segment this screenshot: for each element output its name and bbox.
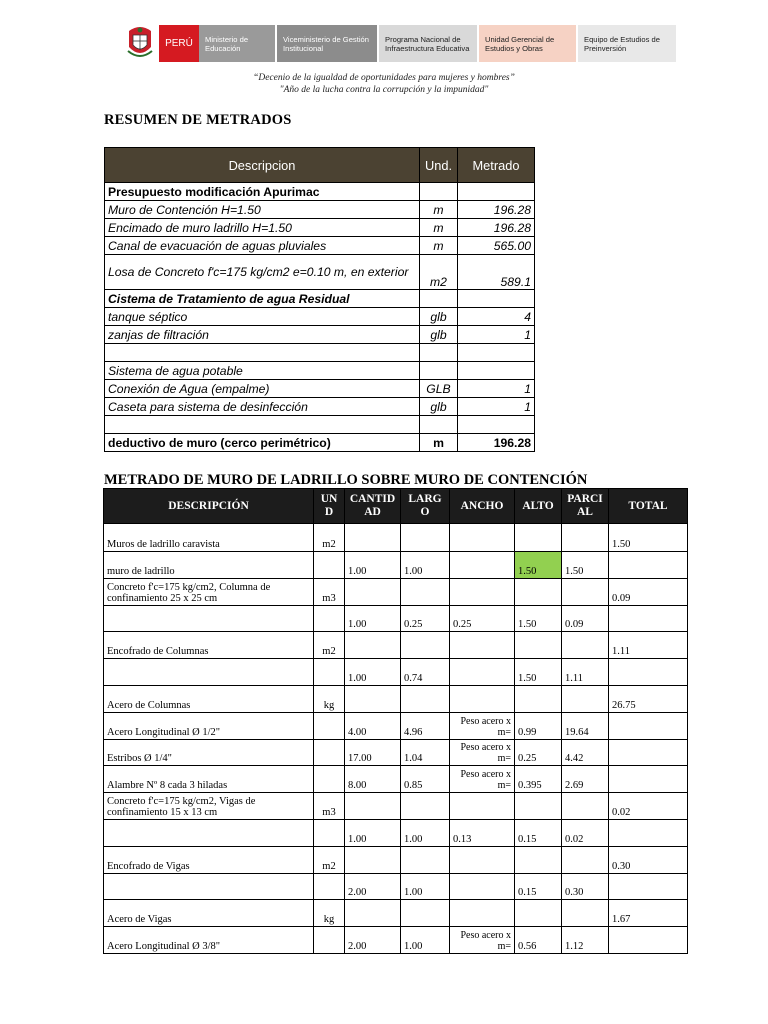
metrado-parcial-cell: 0.09 xyxy=(562,605,609,632)
coat-of-arms-icon xyxy=(125,25,155,62)
metrado-largo-cell xyxy=(401,846,450,873)
metrado-total-cell xyxy=(609,819,688,846)
metrado-largo-cell xyxy=(401,524,450,552)
header-block-unidad: Unidad Gerencial de Estudios y Obras xyxy=(479,25,576,62)
metrado-alto-cell xyxy=(515,846,562,873)
metrado-cantidad-cell xyxy=(345,793,401,820)
resumen-metrado-cell: 196.28 xyxy=(458,434,535,452)
resumen-metrado-cell xyxy=(458,416,535,434)
metrado-parcial-cell: 2.69 xyxy=(562,766,609,793)
metrado-total-cell xyxy=(609,927,688,954)
metrado-total-cell: 1.11 xyxy=(609,632,688,659)
metrado-row xyxy=(104,632,688,659)
metrado-parcial-cell xyxy=(562,685,609,712)
metrado-desc-cell: Concreto f'c=175 kg/cm2, Columna de confinamiento 25 x 25 cm xyxy=(104,578,314,605)
resumen-und-cell: m xyxy=(420,237,458,255)
metrado-alto-cell: 1.50 xyxy=(515,659,562,686)
metrado-und-cell: m3 xyxy=(314,578,345,605)
resumen-row xyxy=(105,326,535,344)
header-descripcion: Descripcion xyxy=(105,148,420,183)
institution-header xyxy=(125,25,676,62)
resumen-row xyxy=(105,201,535,219)
metrado-ancho-cell xyxy=(450,632,515,659)
metrado-largo-cell: 4.96 xyxy=(401,712,450,739)
metrado-desc-cell: Encofrado de Columnas xyxy=(104,632,314,659)
metrado-total-cell: 26.75 xyxy=(609,685,688,712)
metrado-ancho-cell: 0.25 xyxy=(450,605,515,632)
metrado-und-cell xyxy=(314,739,345,766)
metrado-total-cell xyxy=(609,605,688,632)
metrado-cantidad-cell: 4.00 xyxy=(345,712,401,739)
metrado-total-cell: 0.02 xyxy=(609,793,688,820)
metrado-total-cell: 0.09 xyxy=(609,578,688,605)
metrado-und-cell xyxy=(314,819,345,846)
metrado-cantidad-cell xyxy=(345,685,401,712)
metrado-alto-cell: 0.15 xyxy=(515,873,562,900)
resumen-desc-cell: Sistema de agua potable xyxy=(105,362,420,380)
metrado-desc-cell: Acero Longitudinal Ø 1/2" xyxy=(104,712,314,739)
resumen-row xyxy=(105,308,535,326)
metrado-parcial-cell: 1.11 xyxy=(562,659,609,686)
metrado-cantidad-cell xyxy=(345,900,401,927)
metrado-largo-cell: 1.04 xyxy=(401,739,450,766)
metrado-row xyxy=(104,873,688,900)
metrado-total-cell xyxy=(609,766,688,793)
metrado-ancho-cell: Peso acero x m= xyxy=(450,712,515,739)
metrado-total-cell xyxy=(609,739,688,766)
metrado-alto-cell xyxy=(515,632,562,659)
metrado-largo-cell: 0.74 xyxy=(401,659,450,686)
metrado-largo-cell xyxy=(401,900,450,927)
resumen-row xyxy=(105,344,535,362)
metrado-parcial-cell: 19.64 xyxy=(562,712,609,739)
metrado-alto-cell: 0.99 xyxy=(515,712,562,739)
metrado-alto-cell: 1.50 xyxy=(515,552,562,579)
mottos xyxy=(0,72,768,96)
resumen-desc-cell: Conexión de Agua (empalme) xyxy=(105,380,420,398)
metrado-ancho-cell: Peso acero x m= xyxy=(450,927,515,954)
resumen-und-cell: m xyxy=(420,219,458,237)
resumen-metrado-cell: 1 xyxy=(458,326,535,344)
metrado-row xyxy=(104,766,688,793)
metrado-cantidad-cell xyxy=(345,524,401,552)
metrado-und-cell: m2 xyxy=(314,632,345,659)
header-ancho: ANCHO xyxy=(450,489,515,524)
metrado-desc-cell: Muros de ladrillo caravista xyxy=(104,524,314,552)
metrado-alto-cell xyxy=(515,900,562,927)
resumen-row xyxy=(105,398,535,416)
resumen-und-cell xyxy=(420,416,458,434)
metrado-und-cell: kg xyxy=(314,685,345,712)
resumen-metrado-cell xyxy=(458,183,535,201)
metrado-largo-cell: 0.85 xyxy=(401,766,450,793)
resumen-row xyxy=(105,416,535,434)
metrado-total-cell: 1.67 xyxy=(609,900,688,927)
header-metrado: Metrado xyxy=(458,148,535,183)
metrado-total-cell: 0.30 xyxy=(609,846,688,873)
metrado-ancho-cell xyxy=(450,552,515,579)
metrado-und-cell: m3 xyxy=(314,793,345,820)
header-parcial: PARCI AL xyxy=(562,489,609,524)
resumen-table xyxy=(104,147,535,452)
resumen-desc-cell: Muro de Contención H=1.50 xyxy=(105,201,420,219)
metrado-cantidad-cell: 2.00 xyxy=(345,927,401,954)
metrado-largo-cell: 1.00 xyxy=(401,873,450,900)
metrado-total-cell xyxy=(609,873,688,900)
resumen-desc-cell: Presupuesto modificación Apurimac xyxy=(105,183,420,201)
resumen-desc-cell: Canal de evacuación de aguas pluviales xyxy=(105,237,420,255)
resumen-desc-cell: deductivo de muro (cerco perimétrico) xyxy=(105,434,420,452)
metrado-parcial-cell: 4.42 xyxy=(562,739,609,766)
resumen-und-cell: m xyxy=(420,434,458,452)
metrado-ancho-cell xyxy=(450,873,515,900)
metrado-total-cell xyxy=(609,712,688,739)
metrado-und-cell xyxy=(314,659,345,686)
metrado-desc-cell: Concreto f'c=175 kg/cm2, Vigas de confinamiento 15 x 13 cm xyxy=(104,793,314,820)
metrado-alto-cell: 0.56 xyxy=(515,927,562,954)
header-unidad: UN D xyxy=(314,489,345,524)
resumen-metrado-cell: 589.1 xyxy=(458,255,535,290)
metrado-desc-cell: Estribos Ø 1/4" xyxy=(104,739,314,766)
resumen-row xyxy=(105,255,535,290)
metrado-und-cell: m2 xyxy=(314,846,345,873)
resumen-desc-cell: Losa de Concreto f'c=175 kg/cm2 e=0.10 m, en exterior xyxy=(105,255,420,290)
resumen-und-cell: m2 xyxy=(420,255,458,290)
metrado-row xyxy=(104,659,688,686)
metrado-ancho-cell xyxy=(450,685,515,712)
metrado-row xyxy=(104,819,688,846)
metrado-largo-cell xyxy=(401,578,450,605)
metrado-parcial-cell: 0.30 xyxy=(562,873,609,900)
metrado-ancho-cell: Peso acero x m= xyxy=(450,766,515,793)
metrado-cantidad-cell: 1.00 xyxy=(345,819,401,846)
metrado-parcial-cell: 1.50 xyxy=(562,552,609,579)
metrado-row xyxy=(104,578,688,605)
metrado-parcial-cell: 0.02 xyxy=(562,819,609,846)
metrado-cantidad-cell xyxy=(345,632,401,659)
metrado-und-cell xyxy=(314,927,345,954)
metrado-desc-cell xyxy=(104,873,314,900)
motto-decenio: “Decenio de la igualdad de oportunidades para mujeres y hombres” xyxy=(253,73,515,83)
resumen-metrado-cell xyxy=(458,362,535,380)
resumen-und-cell xyxy=(420,362,458,380)
metrado-ancho-cell xyxy=(450,659,515,686)
metrado-alto-cell xyxy=(515,578,562,605)
metrado-row xyxy=(104,524,688,552)
metrado-largo-cell: 1.00 xyxy=(401,927,450,954)
resumen-metrado-cell: 1 xyxy=(458,398,535,416)
metrado-row xyxy=(104,846,688,873)
header-largo: LARG O xyxy=(401,489,450,524)
metrado-und-cell xyxy=(314,552,345,579)
resumen-metrado-cell: 196.28 xyxy=(458,219,535,237)
resumen-row xyxy=(105,434,535,452)
resumen-und-cell: glb xyxy=(420,326,458,344)
resumen-metrado-cell xyxy=(458,290,535,308)
metrado-cantidad-cell: 2.00 xyxy=(345,873,401,900)
metrado-desc-cell: Alambre Nº 8 cada 3 hiladas xyxy=(104,766,314,793)
header-cantidad: CANTID AD xyxy=(345,489,401,524)
metrado-ancho-cell xyxy=(450,846,515,873)
metrado-und-cell xyxy=(314,605,345,632)
metrado-row xyxy=(104,900,688,927)
resumen-desc-cell: Cistema de Tratamiento de agua Residual xyxy=(105,290,420,308)
metrado-cantidad-cell xyxy=(345,846,401,873)
metrado-cantidad-cell: 1.00 xyxy=(345,659,401,686)
resumen-und-cell: GLB xyxy=(420,380,458,398)
metrado-row xyxy=(104,712,688,739)
metrado-und-cell: m2 xyxy=(314,524,345,552)
metrado-largo-cell: 1.00 xyxy=(401,819,450,846)
metrado-row xyxy=(104,552,688,579)
metrado-alto-cell xyxy=(515,793,562,820)
resumen-metrado-cell: 196.28 xyxy=(458,201,535,219)
metrado-title: METRADO DE MURO DE LADRILLO SOBRE MURO DE CONTENCIÓN xyxy=(104,472,588,488)
metrado-desc-cell: Acero Longitudinal Ø 3/8" xyxy=(104,927,314,954)
peru-label: PERÚ xyxy=(159,25,199,62)
metrado-total-cell: 1.50 xyxy=(609,524,688,552)
resumen-desc-cell: Caseta para sistema de desinfección xyxy=(105,398,420,416)
metrado-parcial-cell xyxy=(562,578,609,605)
resumen-desc-cell: tanque séptico xyxy=(105,308,420,326)
resumen-header-row xyxy=(105,148,535,183)
metrado-cantidad-cell xyxy=(345,578,401,605)
metrado-cantidad-cell: 8.00 xyxy=(345,766,401,793)
resumen-row xyxy=(105,380,535,398)
metrado-ancho-cell xyxy=(450,578,515,605)
metrado-ancho-cell: Peso acero x m= xyxy=(450,739,515,766)
metrado-parcial-cell xyxy=(562,632,609,659)
metrado-parcial-cell xyxy=(562,846,609,873)
metrado-largo-cell xyxy=(401,685,450,712)
metrado-ancho-cell xyxy=(450,900,515,927)
metrado-desc-cell xyxy=(104,659,314,686)
resumen-desc-cell xyxy=(105,344,420,362)
metrado-row xyxy=(104,739,688,766)
resumen-und-cell: m xyxy=(420,201,458,219)
resumen-und-cell: glb xyxy=(420,308,458,326)
metrado-total-cell xyxy=(609,659,688,686)
metrado-und-cell xyxy=(314,712,345,739)
metrado-cantidad-cell: 17.00 xyxy=(345,739,401,766)
metrado-parcial-cell: 1.12 xyxy=(562,927,609,954)
resumen-row xyxy=(105,219,535,237)
metrado-parcial-cell xyxy=(562,524,609,552)
resumen-metrado-cell: 1 xyxy=(458,380,535,398)
metrado-alto-cell: 1.50 xyxy=(515,605,562,632)
metrado-desc-cell: Acero de Columnas xyxy=(104,685,314,712)
metrado-desc-cell: Encofrado de Vigas xyxy=(104,846,314,873)
resumen-metrado-cell xyxy=(458,344,535,362)
metrado-largo-cell xyxy=(401,793,450,820)
metrado-alto-cell: 0.25 xyxy=(515,739,562,766)
metrado-largo-cell xyxy=(401,632,450,659)
metrado-largo-cell: 0.25 xyxy=(401,605,450,632)
header-und: Und. xyxy=(420,148,458,183)
resumen-desc-cell: zanjas de filtración xyxy=(105,326,420,344)
header-block-equipo: Equipo de Estudios de Preinversión xyxy=(578,25,676,62)
resumen-row xyxy=(105,362,535,380)
header-block-ministerio: Ministerio de Educación xyxy=(199,25,275,62)
resumen-row xyxy=(105,237,535,255)
metrado-parcial-cell xyxy=(562,900,609,927)
metrado-total-cell xyxy=(609,552,688,579)
header-alto: ALTO xyxy=(515,489,562,524)
resumen-und-cell: glb xyxy=(420,398,458,416)
metrado-largo-cell: 1.00 xyxy=(401,552,450,579)
metrado-und-cell xyxy=(314,766,345,793)
resumen-metrado-cell: 4 xyxy=(458,308,535,326)
header-descripcion-2: DESCRIPCIÓN xyxy=(104,489,314,524)
metrado-cantidad-cell: 1.00 xyxy=(345,605,401,632)
metrado-alto-cell xyxy=(515,685,562,712)
metrado-parcial-cell xyxy=(562,793,609,820)
metrado-ancho-cell: 0.13 xyxy=(450,819,515,846)
metrado-desc-cell: Acero de Vigas xyxy=(104,900,314,927)
metrado-table xyxy=(103,488,688,954)
header-block-pronied: Programa Nacional de Infraestructura Educativa xyxy=(379,25,477,62)
metrado-row xyxy=(104,927,688,954)
resumen-row xyxy=(105,290,535,308)
resumen-title: RESUMEN DE METRADOS xyxy=(104,112,292,128)
metrado-header-row xyxy=(104,489,688,524)
metrado-cantidad-cell: 1.00 xyxy=(345,552,401,579)
resumen-und-cell xyxy=(420,183,458,201)
metrado-ancho-cell xyxy=(450,793,515,820)
metrado-desc-cell xyxy=(104,819,314,846)
resumen-desc-cell: Encimado de muro ladrillo H=1.50 xyxy=(105,219,420,237)
metrado-alto-cell xyxy=(515,524,562,552)
resumen-metrado-cell: 565.00 xyxy=(458,237,535,255)
header-total: TOTAL xyxy=(609,489,688,524)
metrado-row xyxy=(104,793,688,820)
metrado-row xyxy=(104,605,688,632)
header-block-viceministerio: Viceministerio de Gestión Institucional xyxy=(277,25,377,62)
resumen-und-cell xyxy=(420,290,458,308)
metrado-alto-cell: 0.395 xyxy=(515,766,562,793)
resumen-row xyxy=(105,183,535,201)
resumen-und-cell xyxy=(420,344,458,362)
metrado-alto-cell: 0.15 xyxy=(515,819,562,846)
resumen-desc-cell xyxy=(105,416,420,434)
metrado-desc-cell xyxy=(104,605,314,632)
metrado-desc-cell: muro de ladrillo xyxy=(104,552,314,579)
metrado-und-cell: kg xyxy=(314,900,345,927)
motto-anio: "Año de la lucha contra la corrupción y la impunidad" xyxy=(279,85,489,95)
metrado-und-cell xyxy=(314,873,345,900)
metrado-ancho-cell xyxy=(450,524,515,552)
metrado-row xyxy=(104,685,688,712)
